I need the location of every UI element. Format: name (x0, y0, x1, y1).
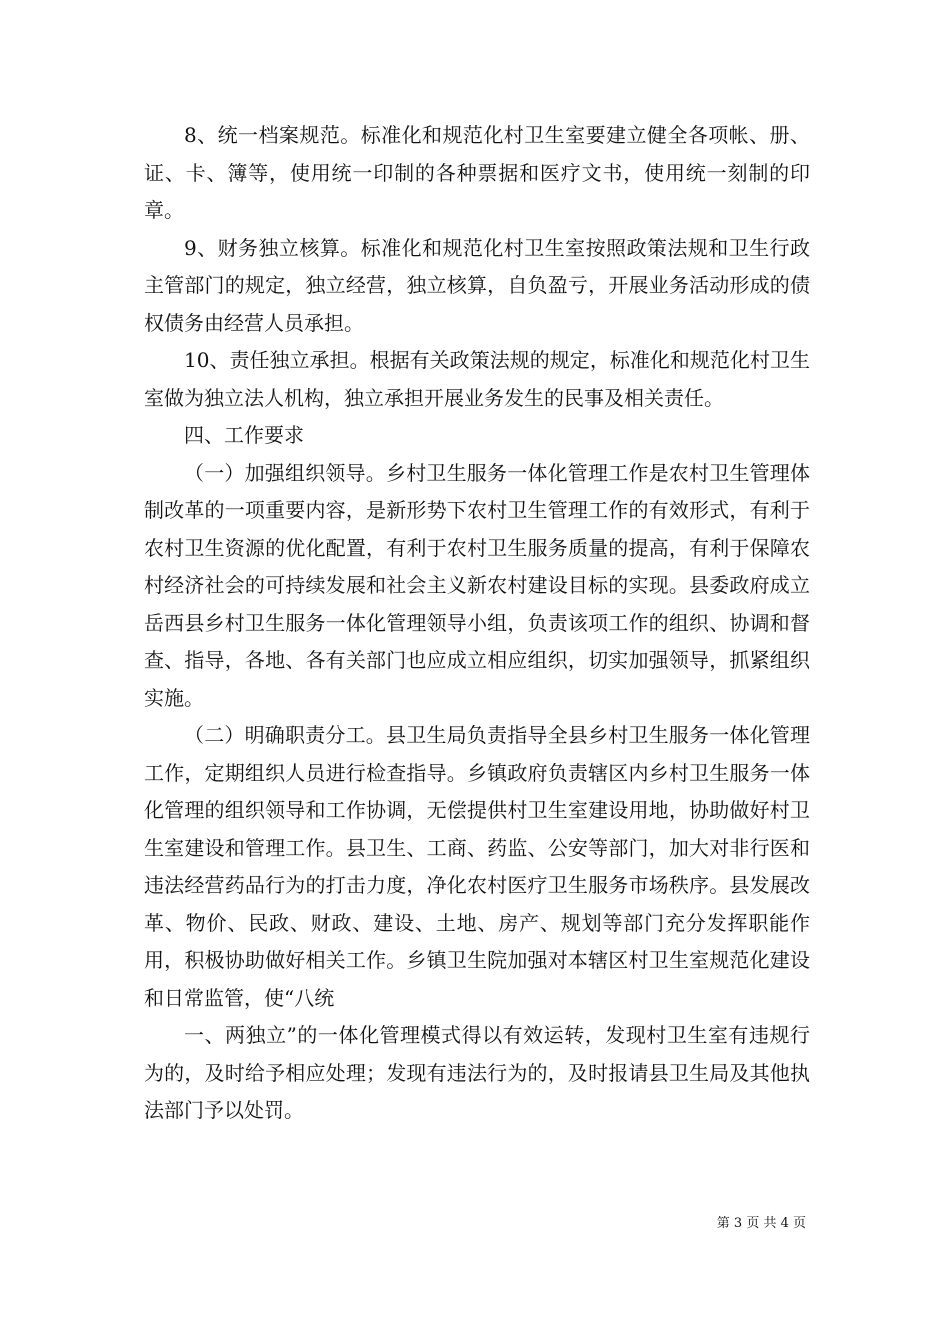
section-heading-work-requirements: 四、工作要求 (184, 423, 304, 447)
paragraph-independent-responsibility: 10、责任独立承担。根据有关政策法规的规定，标准化和规范化村卫生室做为独立法人机构，独立承担开展业务发生的民事及相关责任。 (144, 348, 810, 410)
document-body (144, 117, 810, 1130)
paragraph-financial-accounting: 9、财务独立核算。标准化和规范化村卫生室按照政策法规和卫生行政主管部门的规定，独立经营，独立核算，自负盈亏，开展业务活动形成的债权债务由经营人员承担。 (144, 235, 810, 335)
paragraph-organization-leadership: （一）加强组织领导。乡村卫生服务一体化管理工作是农村卫生管理体制改革的一项重要内容，是新形势下农村卫生管理工作的有效形式，有利于农村卫生资源的优化配置，有利于农村卫生服务质量的提高，有利于保障农村经济社会的可持续发展和社会主义新农村建设目标的实现。县委政府成立岳西县乡村卫生服务一体化管理领导小组，负责该项工作的组织、协调和督查、指导，各地、各有关部门也应成立相应组织，切实加强领导，抓紧组织实施。 (144, 460, 810, 710)
paragraph-responsibility-division: （二）明确职责分工。县卫生局负责指导全县乡村卫生服务一体化管理工作，定期组织人员进行检查指导。乡镇政府负责辖区内乡村卫生服务一体化管理的组织领导和工作协调，无偿提供村卫生室建设用地，协助做好村卫生室建设和管理工作。县卫生、工商、药监、公安等部门，加大对非行医和违法经营药品行为的打击力度，净化农村医疗卫生服务市场秩序。县发展改革、物价、民政、财政、建设、土地、房产、规划等部门充分发挥职能作用，积极协助做好相关工作。乡镇卫生院加强对本辖区村卫生室规范化建设和日常监管，使“八统 (144, 723, 810, 1010)
paragraph-archive-standard: 8、统一档案规范。标准化和规范化村卫生室要建立健全各项帐、册、证、卡、簿等，使用统一印制的各种票据和医疗文书，使用统一刻制的印章。 (144, 123, 810, 222)
page-number: 第 3 页 共 4 页 (716, 1216, 806, 1231)
paragraph-management-mode: 一、两独立”的一体化管理模式得以有效运转，发现村卫生室有违规行为的，及时给予相应处理；发现有违法行为的，及时报请县卫生局及其他执法部门予以处罚。 (144, 1023, 810, 1122)
